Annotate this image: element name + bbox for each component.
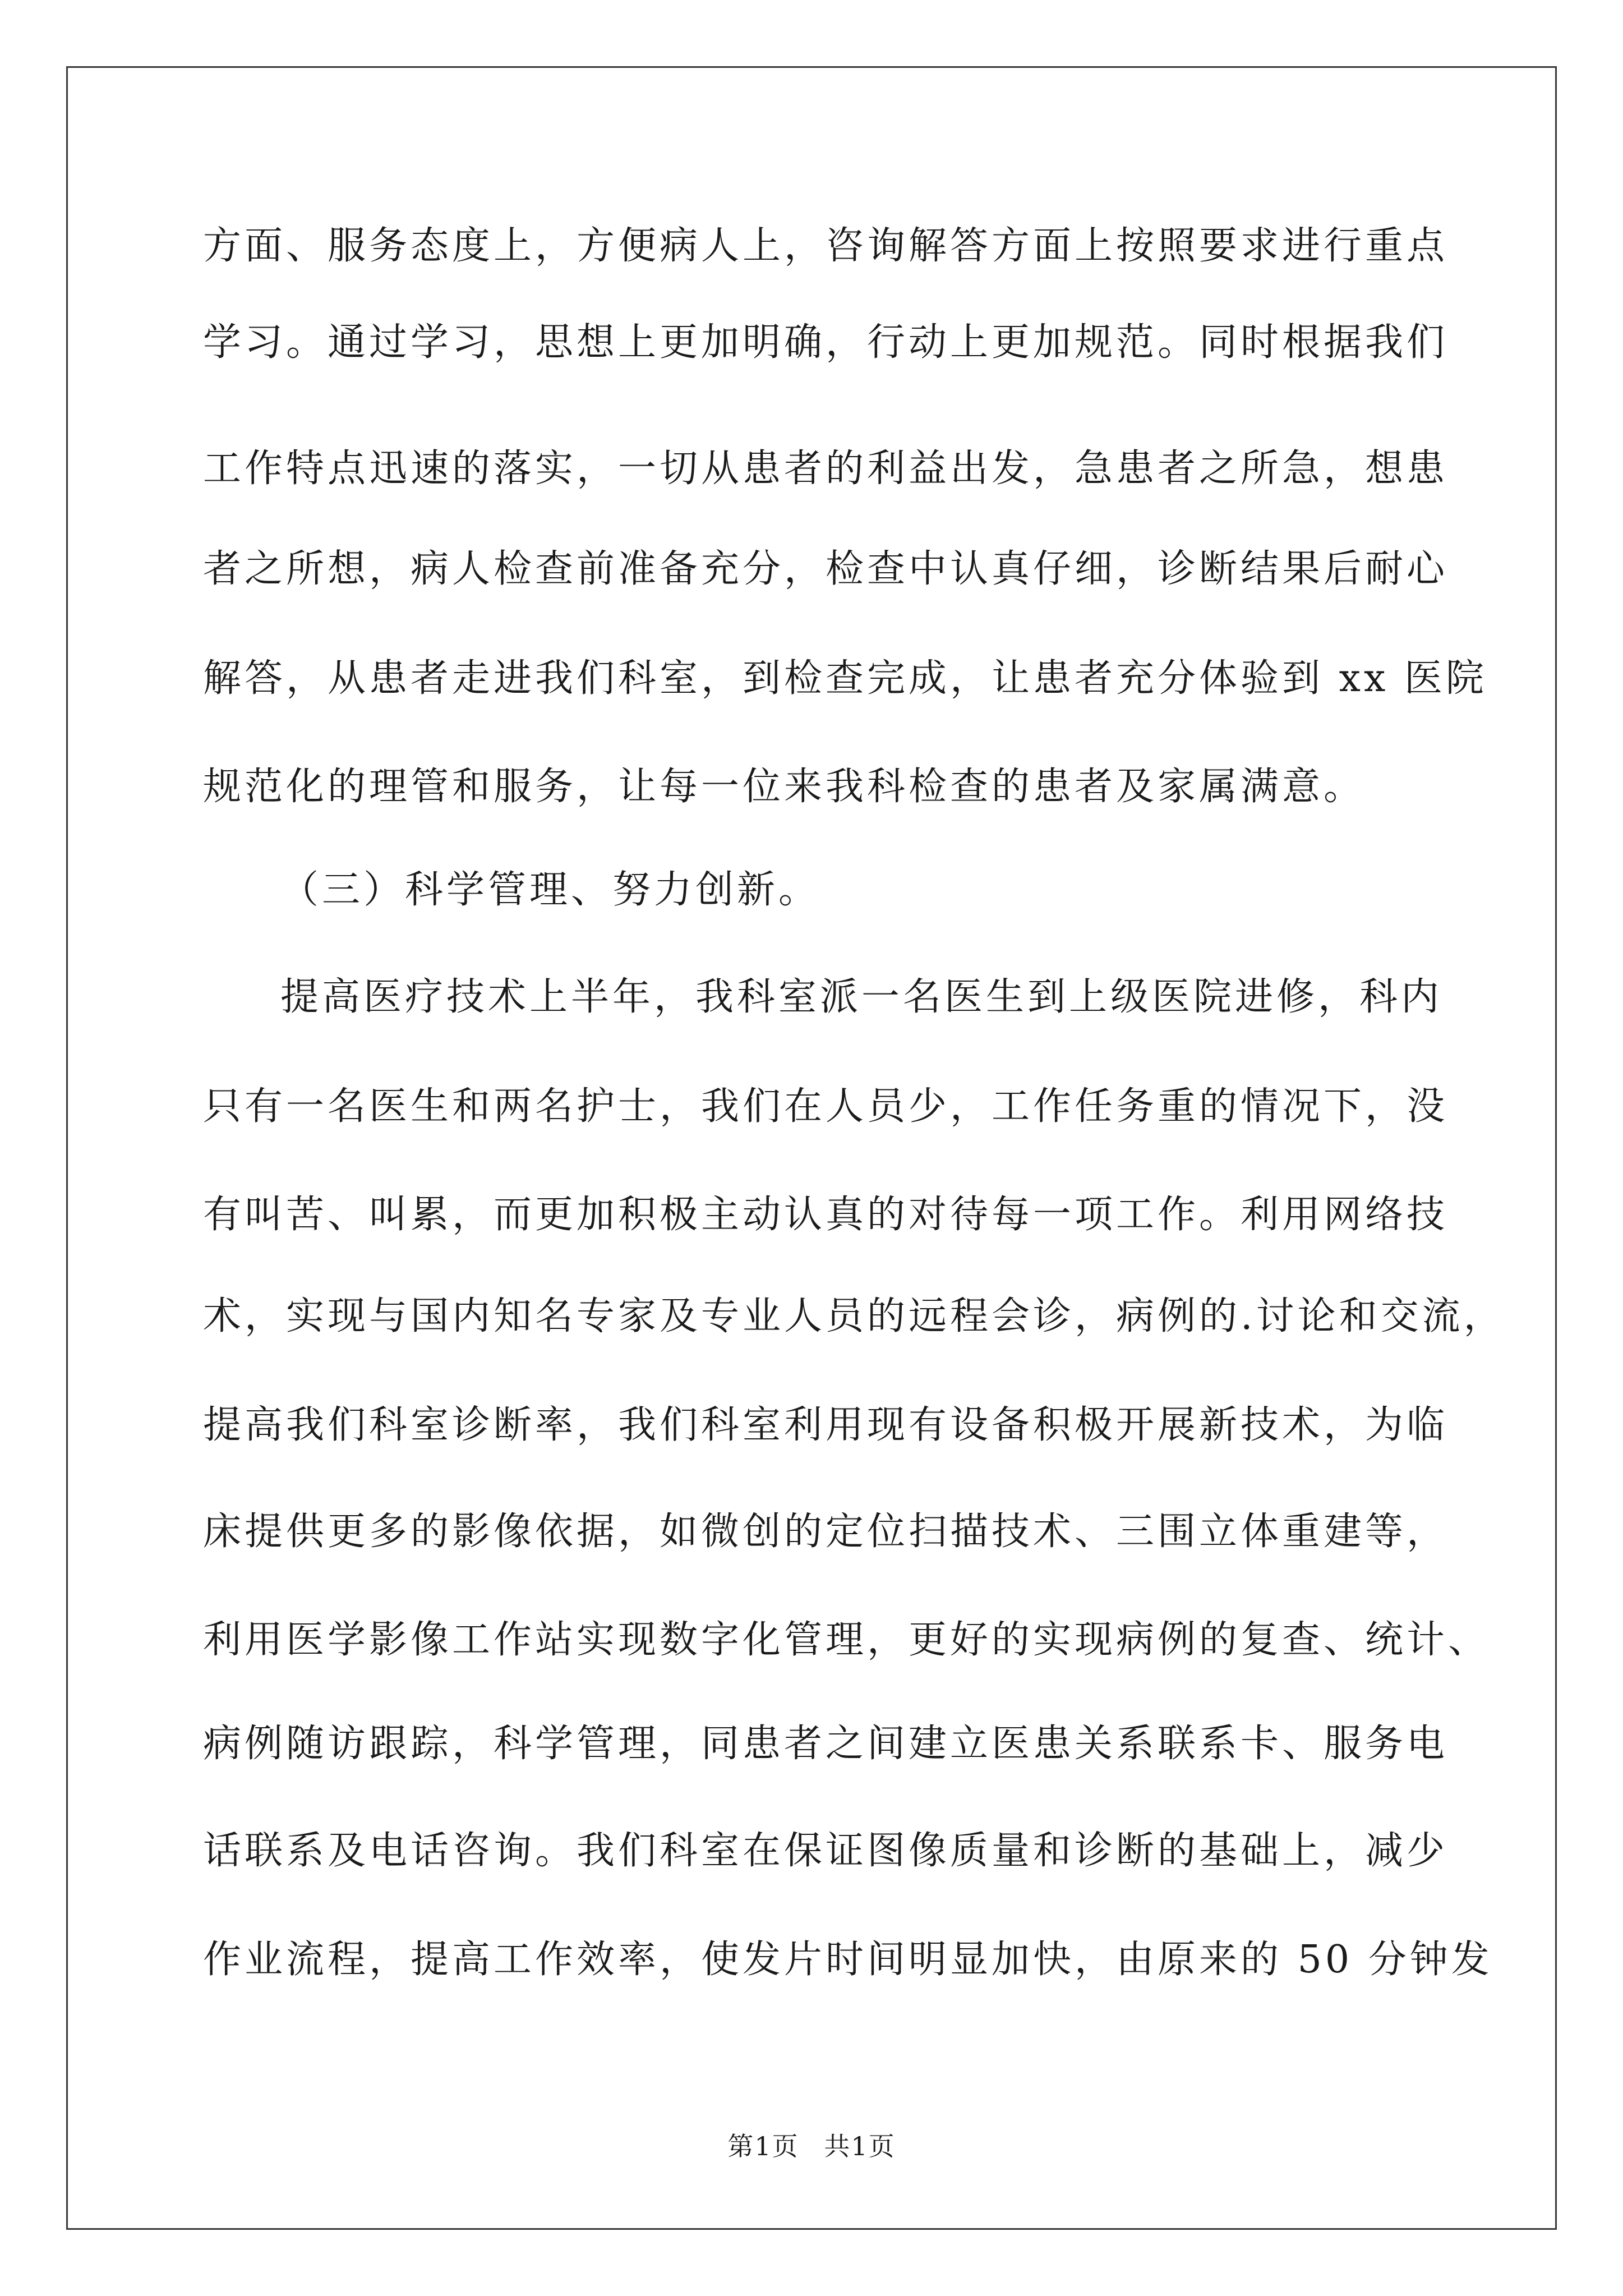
- body-text-line-10: 有叫苦、叫累，而更加积极主动认真的对待每一项工作。利用网络技: [203, 1193, 1449, 1237]
- body-text-line-11: 术，实现与国内知名专家及专业人员的远程会诊，病例的.讨论和交流，: [203, 1294, 1505, 1338]
- body-text-line-6: 规范化的理管和服务，让每一位来我科检查的患者及家属满意。: [203, 765, 1366, 809]
- body-text-line-12: 提高我们科室诊断率，我们科室利用现有设备积极开展新技术，为临: [203, 1403, 1449, 1447]
- section-heading: （三）科学管理、努力创新。: [280, 868, 820, 912]
- body-text-line-1: 方面、服务态度上，方便病人上，咨询解答方面上按照要求进行重点: [203, 224, 1449, 268]
- body-text-line-2: 学习。通过学习，思想上更加明确，行动上更加规范。同时根据我们: [203, 320, 1449, 365]
- body-text-line-16: 话联系及电话咨询。我们科室在保证图像质量和诊断的基础上，减少: [203, 1829, 1449, 1873]
- page-total: 共1页: [824, 2131, 896, 2161]
- page-footer: [0, 2126, 1623, 2163]
- body-text-line-3: 工作特点迅速的落实，一切从患者的利益出发，急患者之所急，想患: [203, 447, 1449, 491]
- page-number: 第1页: [727, 2131, 799, 2161]
- body-text-line-9: 只有一名医生和两名护士，我们在人员少，工作任务重的情况下，没: [203, 1084, 1449, 1129]
- body-text-line-8: 提高医疗技术上半年，我科室派一名医生到上级医院进修，科内: [280, 975, 1443, 1019]
- body-text-line-5: 解答，从患者走进我们科室，到检查完成，让患者充分体验到 xx 医院: [203, 656, 1487, 701]
- body-text-line-17: 作业流程，提高工作效率，使发片时间明显加快，由原来的 50 分钟发: [203, 1938, 1493, 1982]
- body-text-line-14: 利用医学影像工作站实现数字化管理，更好的实现病例的复查、统计、: [203, 1618, 1490, 1662]
- page-border: [66, 66, 1557, 2230]
- body-text-line-4: 者之所想，病人检查前准备充分，检查中认真仔细，诊断结果后耐心: [203, 547, 1449, 591]
- body-text-line-13: 床提供更多的影像依据，如微创的定位扫描技术、三围立体重建等，: [203, 1510, 1449, 1554]
- body-text-line-15: 病例随访跟踪，科学管理，同患者之间建立医患关系联系卡、服务电: [203, 1722, 1449, 1766]
